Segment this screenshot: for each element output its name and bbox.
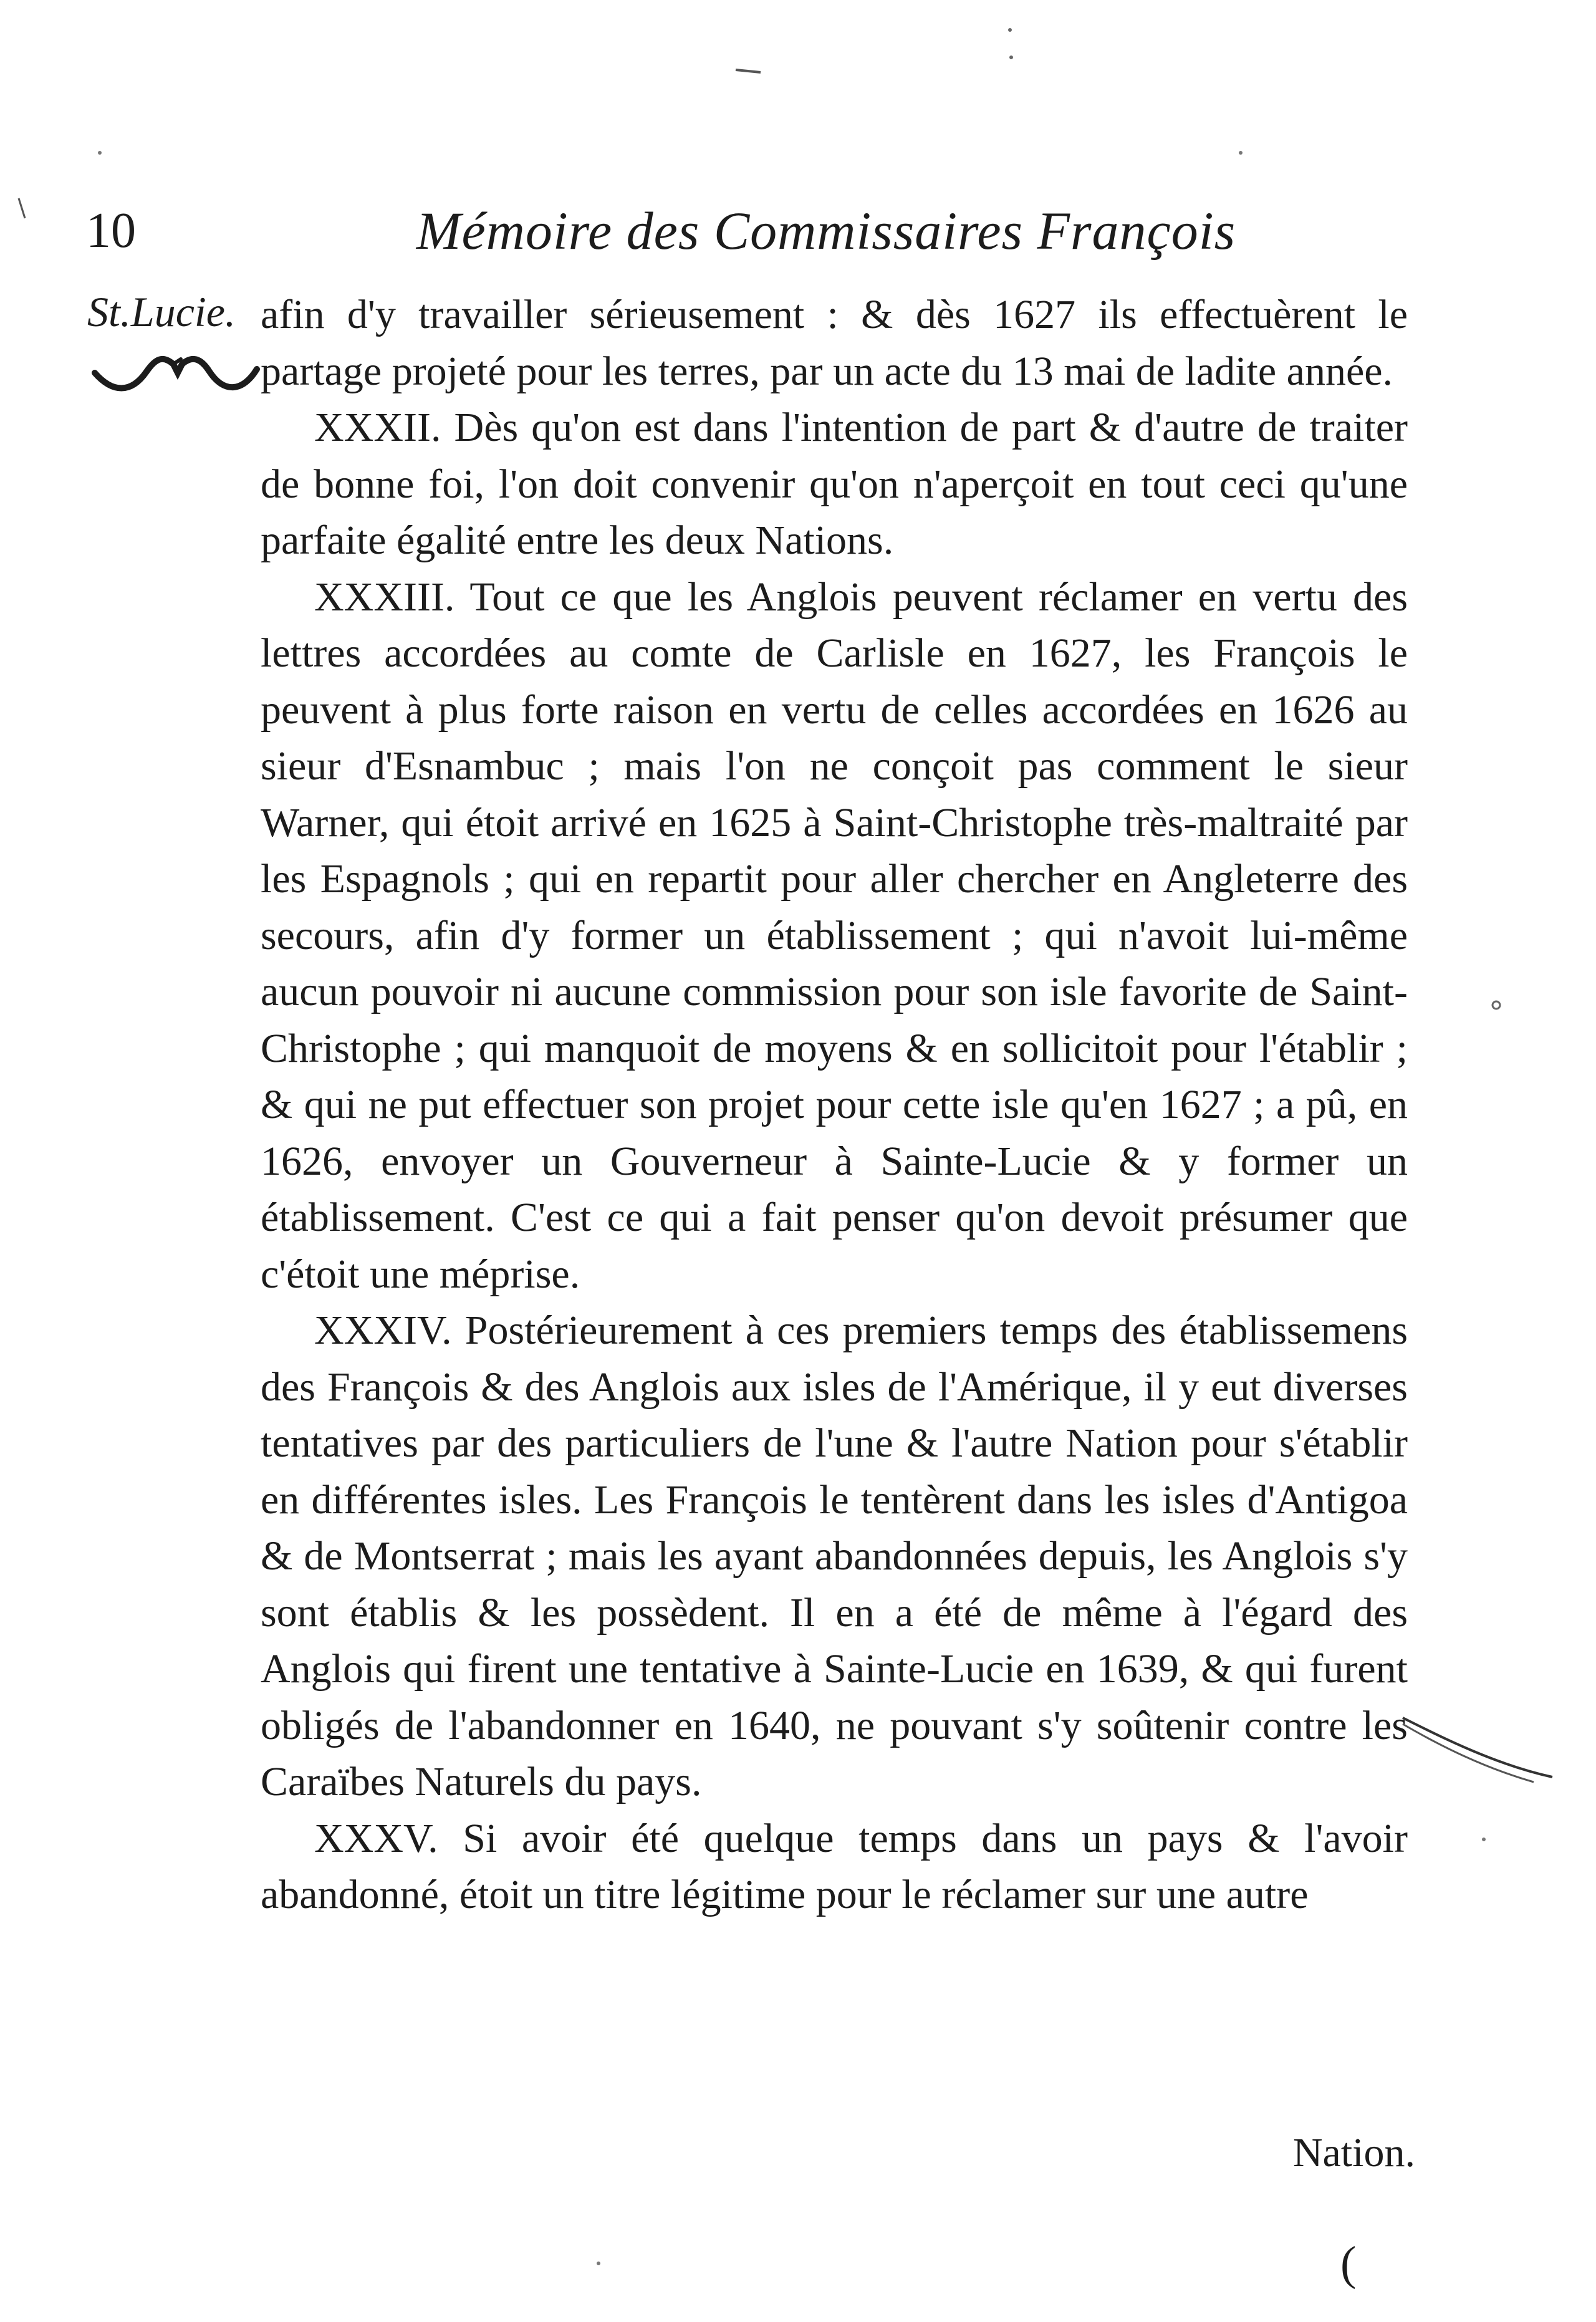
speck-mark (1008, 28, 1012, 32)
speck-mark (1493, 1001, 1500, 1009)
catchword: Nation. (1292, 2130, 1415, 2175)
paragraph-xxxiii: XXXIII. Tout ce que les Anglois peuvent réclamer en vertu des lettres accordées au comte de Carlisle en 1627, les François le peuvent à plus forte raison en vertu de celles accordées en 1626 au sieur d'Esnambuc ; mais l'on ne conçoit pas comment le sieur Warner, qui étoit arrivé en 1625 à Saint-Christophe très-maltraité par les Espagnols ; qui en repartit pour aller chercher en Angleterre des secours, afin d'y former un établissement ; qui n'avoit lui-même aucun pouvoir ni aucune commission pour son isle favorite de Saint-Christophe ; qui manquoit de moyens & en sollicitoit pour l'établir ; & qui ne put effectuer son projet pour cette isle qu'en 1627 ; a pû, en 1626, envoyer un Gouverneur à Sainte-Lucie & y former un établissement. C'est ce qui a fait penser qu'on devoit présumer que c'étoit une méprise. (261, 574, 1408, 1297)
speck-mark (1482, 1838, 1486, 1841)
body-text (261, 287, 1408, 1924)
paragraph-xxxv: XXXV. Si avoir été quelque temps dans un pays & l'avoir abandonné, étoit un titre légitime pour le réclamer sur une autre (261, 1815, 1408, 1917)
speck-mark (1009, 55, 1013, 59)
dash-mark (736, 70, 761, 72)
margin-note: St.Lucie. (87, 288, 236, 335)
paragraph-xxxiv: XXXIV. Postérieurement à ces premiers temps des établissemens des François & des Anglois aux isles de l'Amérique, il y eut diverses tentatives par des particuliers de l'une & l'autre Nation pour s'établir en différentes isles. Les François le tentèrent dans les isles d'Antigoa & de Montserrat ; mais les ayant abandonnées depuis, les Anglois s'y sont établis & les possèdent. Il en a été de même à l'égard des Anglois qui firent une tentative à Sainte-Lucie en 1639, & qui furent obligés de l'abandonner en 1640, ne pouvant s'y soûtenir contre les Caraïbes Naturels du pays. (261, 1308, 1408, 1804)
page-header (0, 187, 1596, 274)
bracket-mark: ( (1340, 2237, 1357, 2290)
speck-mark (1239, 151, 1243, 155)
pen-stroke-mark (1403, 1718, 1552, 1777)
flourish-ornament-icon (87, 337, 262, 399)
page-number: 10 (86, 203, 136, 258)
speck-mark (98, 151, 102, 155)
paragraph-xxxii: XXXII. Dès qu'on est dans l'intention de part & d'autre de traiter de bonne foi, l'on doit convenir qu'on n'aperçoit en tout ceci qu'une parfaite égalité entre les deux Nations. (261, 405, 1408, 563)
paragraph-continuation: afin d'y travailler sérieusement : & dès 1627 ils effectuèrent le partage projeté pour les terres, par un acte du 13 mai de ladite année. (261, 292, 1408, 394)
running-title: Mémoire des Commissaires François (416, 201, 1236, 261)
speck-mark (597, 2262, 600, 2265)
pen-stroke-mark (1403, 1724, 1534, 1782)
